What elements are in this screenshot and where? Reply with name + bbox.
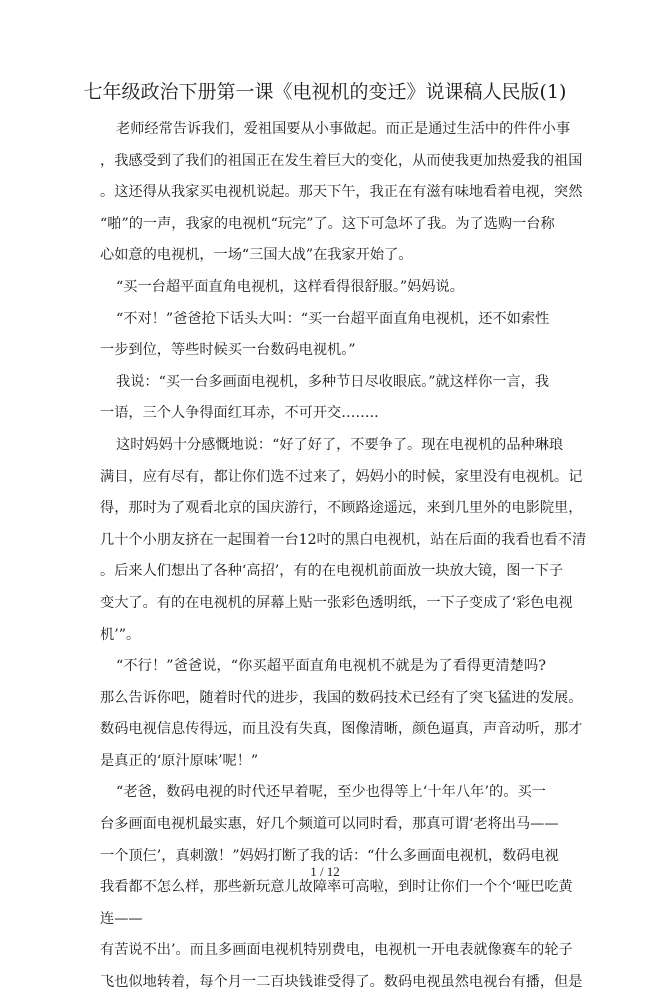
text-line: 我说：“买一台多画面电视机，多种节日尽收眼底。”就这样你一言，我	[116, 373, 550, 390]
text-line: 满目，应有尽有，都让你们选不过来了，妈妈小的时候，家里没有电视机。记	[100, 468, 583, 485]
text-line: “啪”的一声，我家的电视机“玩完”了。这下可急坏了我。为了选购一台称	[100, 215, 555, 232]
text-line: 台多画面电视机最实惠，好几个频道可以同时看，那真可谓‘老将出马——	[100, 816, 559, 833]
text-line: 心如意的电视机，一场“三国大战”在我家开始了。	[100, 247, 413, 264]
text-line: 有苦说不出’。而且多画面电视机特别费电，电视机一开电表就像赛车的轮子	[100, 942, 573, 959]
text-line: 这时妈妈十分感慨地说：“好了好了，不要争了。现在电视机的品种琳琅	[116, 436, 564, 453]
text-line: 数码电视信息传得远，而且没有失真，图像清晰，颜色逼真，声音动听，那才	[100, 721, 583, 738]
text-line: 是真正的‘原汁原味’呢！”	[100, 752, 259, 769]
text-line: “买一台超平面直角电视机，这样看得很舒服。”妈妈说。	[116, 278, 464, 295]
text-line: 变大了。有的在电视机的屏幕上贴一张彩色透明纸，一下子变成了‘彩色电视	[100, 594, 573, 611]
text-line: 老师经常告诉我们，爱祖国要从小事做起。而正是通过生活中的件件小事	[116, 121, 571, 137]
text-line: “不行！”爸爸说，“你买超平面直角电视机不就是为了看得更清楚吗?	[116, 658, 546, 675]
text-line: 连——	[100, 910, 143, 927]
page-number: 1 / 12	[310, 864, 340, 879]
text-line: 机’”。	[100, 626, 141, 643]
text-line: 一步到位，等些时候买一台数码电视机。”	[100, 342, 356, 359]
text-line: 几十个小朋友挤在一起围着一台12吋的黑白电视机，站在后面的我看也看不清	[100, 531, 587, 548]
text-line: 一个顶仨’，真刺激！”妈妈打断了我的话：“什么多画面电视机，数码电视	[100, 847, 559, 864]
text-line: “不对！”爸爸抢下话头大叫：“买一台超平面直角电视机，还不如索性	[116, 310, 550, 327]
text-line: ，我感受到了我们的祖国正在发生着巨大的变化，从而使我更加热爱我的祖国	[100, 152, 583, 169]
text-line: 。这还得从我家买电视机说起。那天下午，我正在有滋有味地看着电视，突然	[100, 184, 583, 201]
text-line: “老爸，数码电视的时代还早着呢，至少也得等上‘十年八年’的。买一	[116, 784, 546, 801]
document-title: 七年级政治下册第一课《电视机的变迁》说课稿人民版(1)	[83, 81, 567, 103]
text-line: 得，那时为了观看北京的国庆游行，不顾路途遥远，来到几里外的电影院里，	[100, 500, 583, 517]
text-line: 飞也似地转着，每个月一二百块钱谁受得了。数码电视虽然电视台有播，但是	[100, 974, 583, 991]
text-line: 我看都不怎么样，那些新玩意儿故障率可高啦，到时让你们一个个‘哑巴吃黄	[100, 879, 573, 896]
text-line: 一语，三个人争得面红耳赤，不可开交……..	[100, 405, 379, 422]
text-line: 。后来人们想出了各种‘高招’，有的在电视机前面放一块放大镜，图一下子	[100, 563, 564, 580]
text-line: 那么告诉你吧，随着时代的进步，我国的数码技术已经有了突飞猛进的发展。	[100, 689, 583, 706]
